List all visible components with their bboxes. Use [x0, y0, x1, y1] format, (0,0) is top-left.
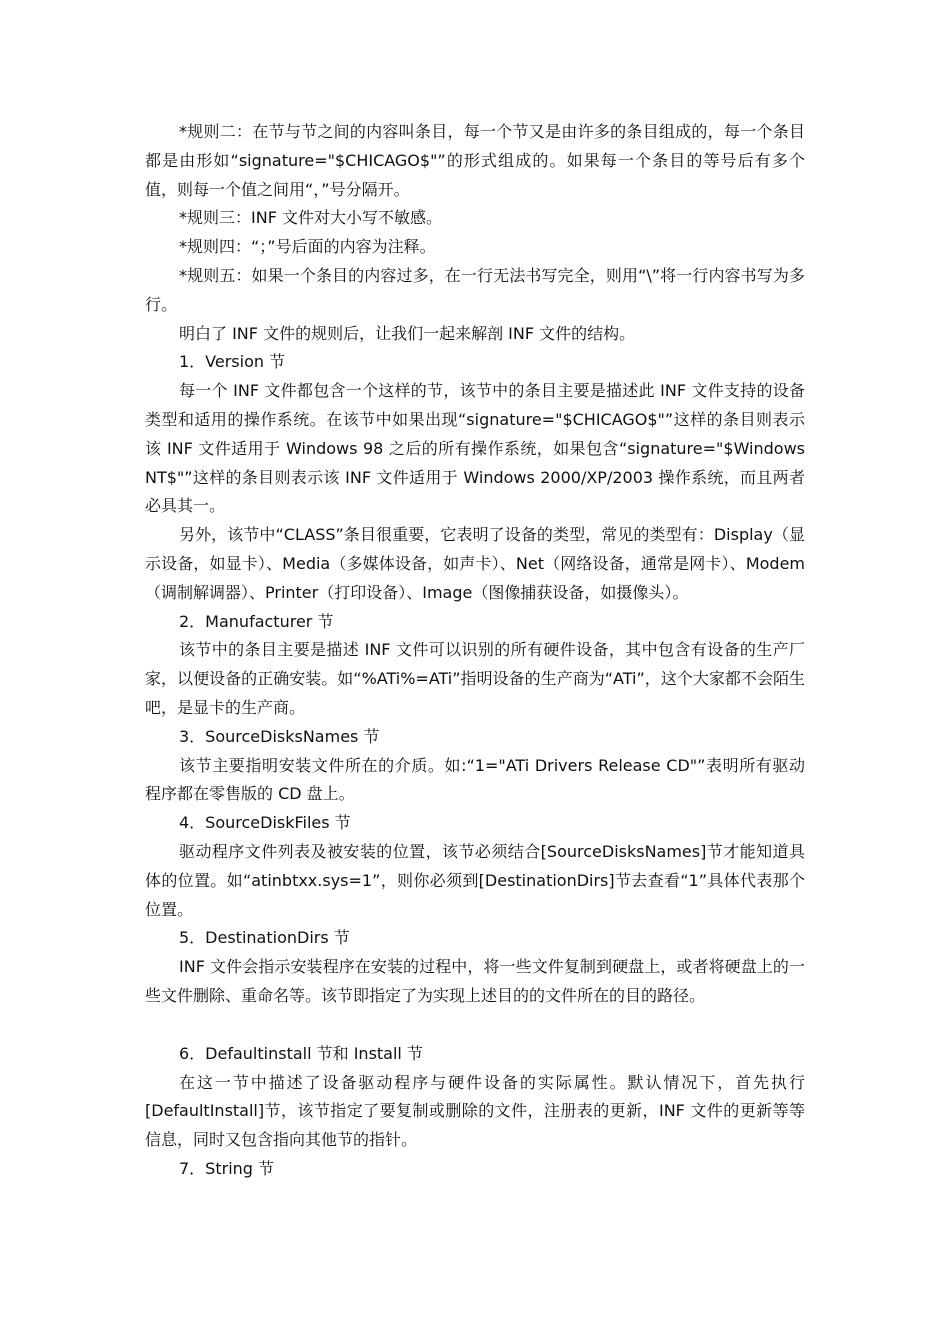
paragraph-version: 每一个 INF 文件都包含一个这样的节，该节中的条目主要是描述此 INF 文件支持的设备类型和适用的操作系统。在该节中如果出现“signature="$CHICAGO$"”这样的条目则表示该 INF 文件适用于 Windows 98 之后的所有操作系统，如果包含“signature="$Windows NT$"”这样的条目则表示该 INF 文件适用于 Windows 2000/XP/2003 操作系统，而且两者必具其一。 [145, 381, 805, 516]
paragraph-sourcedisksnames: 该节主要指明安装文件所在的介质。如:“1="ATi Drivers Release CD"”表明所有驱动程序都在零售版的 CD 盘上。 [145, 755, 805, 804]
section-heading-manufacturer: 2．Manufacturer 节 [179, 611, 334, 631]
paragraph-destinationdirs: INF 文件会指示安装程序在安装的过程中，将一些文件复制到硬盘上，或者将硬盘上的一些文件删除、重命名等。该节即指定了为实现上述目的的文件所在的目的路径。 [145, 957, 805, 1005]
section-heading-destinationdirs: 5．DestinationDirs 节 [179, 928, 350, 948]
paragraph-manufacturer: 该节中的条目主要是描述 INF 文件可以识别的所有硬件设备，其中包含有设备的生产厂家，以便设备的正确安装。如“%ATi%=ATi”指明设备的生产商为“ATi”，这个大家都不会陌生吧，是显卡的生产商。 [145, 640, 805, 717]
section-heading-sourcedisksnames: 3．SourceDisksNames 节 [179, 726, 380, 746]
paragraph-rule-5: *规则五：如果一个条目的内容过多，在一行无法书写完全，则用“\”将一行内容书写为多行。 [145, 265, 805, 314]
section-heading-string: 7．String 节 [179, 1158, 275, 1178]
paragraph-defaultinstall: 在这一节中描述了设备驱动程序与硬件设备的实际属性。默认情况下，首先执行[DefaultInstall]节，该节指定了要复制或删除的文件，注册表的更新，INF 文件的更新等等信息，同时又包含指向其他节的指针。 [145, 1072, 805, 1150]
paragraph-rule-2: *规则二：在节与节之间的内容叫条目，每一个节又是由许多的条目组成的，每一个条目都是由形如“signature="$CHICAGO$"”的形式组成的。如果每一个条目的等号后有多个值，则每一个值之间用“，”号分隔开。 [145, 122, 805, 199]
section-heading-sourcediskfiles: 4．SourceDiskFiles 节 [179, 813, 351, 833]
paragraph-sourcediskfiles: 驱动程序文件列表及被安装的位置，该节必须结合[SourceDisksNames]节才能知道具体的位置。如“atinbtxx.sys=1”，则你必须到[DestinationDirs]节去查看“1”具体代表那个位置。 [145, 841, 805, 919]
paragraph-intro: 明白了 INF 文件的规则后，让我们一起来解剖 INF 文件的结构。 [179, 323, 636, 343]
paragraph-rule-3: *规则三：INF 文件对大小写不敏感。 [179, 208, 442, 228]
section-heading-version: 1．Version 节 [179, 352, 286, 372]
paragraph-class: 另外，该节中“CLASS”条目很重要，它表明了设备的类型，常见的类型有：Display（显示设备，如显卡）、Media（多媒体设备，如声卡）、Net（网络设备，通常是网卡）、Modem（调制解调器）、Printer（打印设备）、Image（图像捕获设备，如摄像头）。 [145, 525, 805, 602]
section-heading-defaultinstall: 6．Defaultinstall 节和 Install 节 [179, 1043, 423, 1063]
paragraph-rule-4: *规则四：“；”号后面的内容为注释。 [179, 237, 436, 257]
blank-line [145, 1011, 805, 1040]
document-page [145, 118, 805, 1184]
